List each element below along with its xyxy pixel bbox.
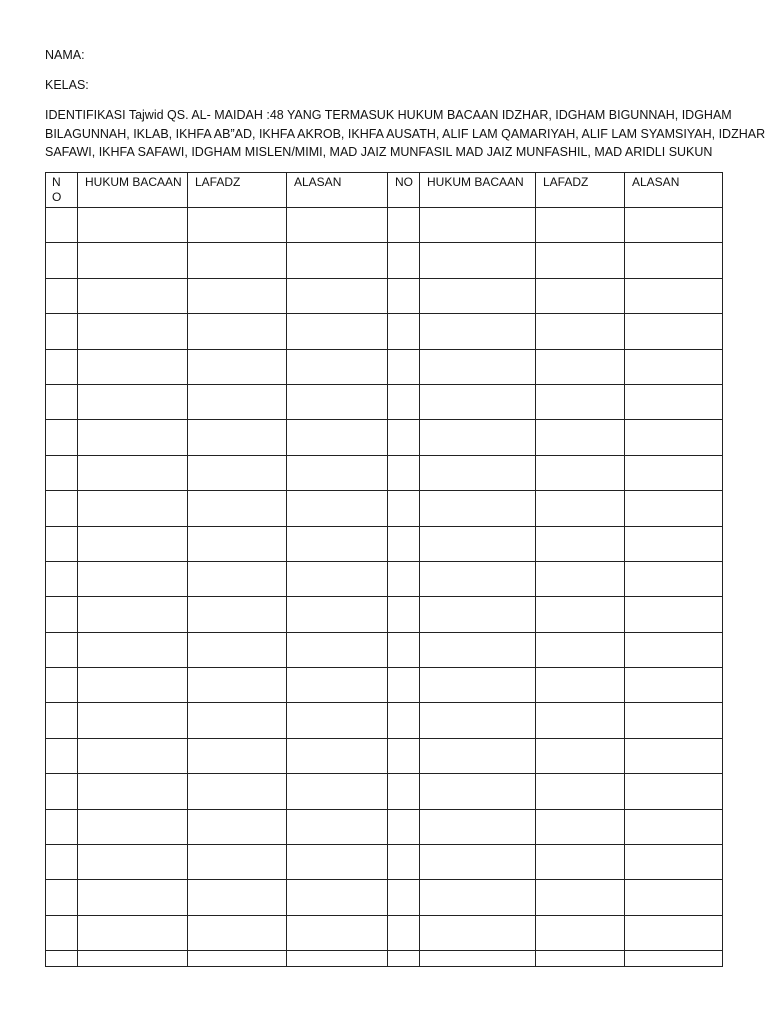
answer-cell-no-left[interactable] — [46, 278, 78, 313]
answer-cell-no-left[interactable] — [46, 809, 78, 844]
answer-cell-alasan-right[interactable] — [625, 951, 723, 967]
answer-cell-alasan-right[interactable] — [625, 491, 723, 526]
answer-cell-alasan-right[interactable] — [625, 314, 723, 349]
answer-cell-no-right[interactable] — [388, 845, 420, 880]
answer-cell-lafadz-left[interactable] — [188, 243, 287, 278]
header-alasan-left — [287, 173, 388, 208]
answer-cell-no-right[interactable] — [388, 632, 420, 667]
answer-cell-lafadz-left[interactable] — [188, 668, 287, 703]
answer-cell-alasan-right[interactable] — [625, 774, 723, 809]
table-row — [46, 915, 723, 950]
header-alasan-right-label: ALASAN — [632, 175, 680, 189]
answer-cell-hukum-bacaan-right[interactable] — [420, 845, 536, 880]
table-row — [46, 455, 723, 490]
answer-cell-hukum-bacaan-right[interactable] — [420, 597, 536, 632]
answer-cell-alasan-right[interactable] — [625, 455, 723, 490]
answer-cell-hukum-bacaan-left[interactable] — [78, 632, 188, 667]
answer-cell-lafadz-right[interactable] — [536, 420, 625, 455]
answer-cell-hukum-bacaan-right[interactable] — [420, 915, 536, 950]
answer-cell-alasan-right[interactable] — [625, 632, 723, 667]
answer-cell-lafadz-right[interactable] — [536, 774, 625, 809]
answer-cell-hukum-bacaan-right[interactable] — [420, 278, 536, 313]
header-no-left-label: NO — [52, 175, 62, 204]
answer-cell-lafadz-right[interactable] — [536, 349, 625, 384]
answer-cell-alasan-right[interactable] — [625, 208, 723, 243]
answer-cell-no-right[interactable] — [388, 880, 420, 915]
table-row — [46, 420, 723, 455]
header-hukum-bacaan-left-label: HUKUM BACAAN — [85, 175, 182, 189]
answer-cell-lafadz-right[interactable] — [536, 951, 625, 967]
answer-cell-lafadz-right[interactable] — [536, 243, 625, 278]
answer-cell-no-left[interactable] — [46, 703, 78, 738]
answer-cell-no-left[interactable] — [46, 915, 78, 950]
answer-cell-no-left[interactable] — [46, 420, 78, 455]
answer-cell-hukum-bacaan-right[interactable] — [420, 703, 536, 738]
table-row — [46, 349, 723, 384]
answer-cell-lafadz-right[interactable] — [536, 208, 625, 243]
header-lafadz-left-label: LAFADZ — [195, 175, 241, 189]
answer-cell-lafadz-left[interactable] — [188, 951, 287, 967]
answer-cell-alasan-left[interactable] — [287, 349, 388, 384]
answer-cell-lafadz-left[interactable] — [188, 526, 287, 561]
answer-cell-no-right[interactable] — [388, 455, 420, 490]
table-row — [46, 243, 723, 278]
answer-cell-no-right[interactable] — [388, 243, 420, 278]
answer-cell-alasan-right[interactable] — [625, 597, 723, 632]
answer-cell-alasan-left[interactable] — [287, 314, 388, 349]
answer-cell-no-right[interactable] — [388, 349, 420, 384]
answer-cell-alasan-right[interactable] — [625, 738, 723, 773]
table-body — [46, 208, 723, 967]
answer-cell-no-right[interactable] — [388, 384, 420, 419]
answer-cell-no-right[interactable] — [388, 526, 420, 561]
answer-cell-hukum-bacaan-right[interactable] — [420, 951, 536, 967]
answer-cell-hukum-bacaan-right[interactable] — [420, 208, 536, 243]
answer-cell-no-left[interactable] — [46, 491, 78, 526]
answer-cell-no-right[interactable] — [388, 278, 420, 313]
instructions-line-2: BILAGUNNAH, IKLAB, IKHFA AB”AD, IKHFA AKROB, IKHFA AUSATH, ALIF LAM QAMARIYAH, ALIF LAM SYAMSIYAH, IDZHAR — [45, 126, 766, 141]
answer-cell-lafadz-left[interactable] — [188, 774, 287, 809]
answer-cell-no-left[interactable] — [46, 738, 78, 773]
answer-cell-lafadz-left[interactable] — [188, 561, 287, 596]
answer-cell-lafadz-right[interactable] — [536, 809, 625, 844]
header-no-right — [388, 173, 420, 208]
answer-cell-alasan-right[interactable] — [625, 384, 723, 419]
answer-cell-hukum-bacaan-left[interactable] — [78, 809, 188, 844]
table-row — [46, 668, 723, 703]
answer-cell-lafadz-right[interactable] — [536, 314, 625, 349]
table-row — [46, 597, 723, 632]
answer-cell-hukum-bacaan-right[interactable] — [420, 561, 536, 596]
answer-cell-lafadz-left[interactable] — [188, 208, 287, 243]
table-row — [46, 951, 723, 967]
table-row — [46, 491, 723, 526]
answer-cell-hukum-bacaan-left[interactable] — [78, 915, 188, 950]
answer-cell-alasan-right[interactable] — [625, 845, 723, 880]
answer-cell-hukum-bacaan-left[interactable] — [78, 243, 188, 278]
kelas-label: KELAS: — [45, 78, 89, 92]
answer-cell-lafadz-left[interactable] — [188, 597, 287, 632]
answer-cell-alasan-left[interactable] — [287, 208, 388, 243]
answer-cell-lafadz-right[interactable] — [536, 455, 625, 490]
answer-cell-alasan-right[interactable] — [625, 703, 723, 738]
answer-cell-alasan-right[interactable] — [625, 809, 723, 844]
answer-cell-lafadz-left[interactable] — [188, 703, 287, 738]
answer-cell-no-right[interactable] — [388, 561, 420, 596]
answer-cell-lafadz-left[interactable] — [188, 349, 287, 384]
answer-cell-alasan-right[interactable] — [625, 349, 723, 384]
answer-cell-lafadz-left[interactable] — [188, 845, 287, 880]
answer-cell-alasan-left[interactable] — [287, 632, 388, 667]
answer-cell-no-left[interactable] — [46, 668, 78, 703]
answer-cell-lafadz-left[interactable] — [188, 491, 287, 526]
answer-cell-alasan-left[interactable] — [287, 561, 388, 596]
answer-cell-lafadz-right[interactable] — [536, 491, 625, 526]
answer-cell-no-left[interactable] — [46, 384, 78, 419]
header-lafadz-right — [536, 173, 625, 208]
answer-cell-alasan-right[interactable] — [625, 526, 723, 561]
header-no-left — [46, 173, 78, 208]
answer-cell-lafadz-right[interactable] — [536, 915, 625, 950]
answer-cell-lafadz-left[interactable] — [188, 314, 287, 349]
answer-cell-hukum-bacaan-right[interactable] — [420, 349, 536, 384]
answer-cell-hukum-bacaan-right[interactable] — [420, 668, 536, 703]
table-row — [46, 774, 723, 809]
answer-cell-lafadz-left[interactable] — [188, 809, 287, 844]
answer-cell-hukum-bacaan-left[interactable] — [78, 668, 188, 703]
answer-cell-hukum-bacaan-left[interactable] — [78, 597, 188, 632]
answer-cell-hukum-bacaan-left[interactable] — [78, 455, 188, 490]
answer-cell-alasan-right[interactable] — [625, 880, 723, 915]
instructions-paragraph — [45, 106, 766, 162]
answer-cell-no-right[interactable] — [388, 491, 420, 526]
answer-cell-lafadz-right[interactable] — [536, 278, 625, 313]
table-row — [46, 526, 723, 561]
answer-cell-no-right[interactable] — [388, 915, 420, 950]
answer-cell-hukum-bacaan-left[interactable] — [78, 526, 188, 561]
table-row — [46, 561, 723, 596]
table-header-row — [46, 173, 723, 208]
answer-table — [45, 172, 723, 967]
instructions-line-1: IDENTIFIKASI Tajwid QS. AL- MAIDAH :48 YANG TERMASUK HUKUM BACAAN IDZHAR, IDGHAM BIGUNNAH, IDGHAM — [45, 108, 732, 122]
answer-cell-hukum-bacaan-left[interactable] — [78, 738, 188, 773]
answer-cell-alasan-right[interactable] — [625, 561, 723, 596]
answer-cell-hukum-bacaan-right[interactable] — [420, 420, 536, 455]
answer-cell-lafadz-right[interactable] — [536, 632, 625, 667]
answer-cell-no-left[interactable] — [46, 208, 78, 243]
answer-cell-alasan-left[interactable] — [287, 774, 388, 809]
answer-cell-lafadz-left[interactable] — [188, 738, 287, 773]
answer-cell-hukum-bacaan-right[interactable] — [420, 243, 536, 278]
table-row — [46, 632, 723, 667]
answer-cell-no-left[interactable] — [46, 880, 78, 915]
answer-cell-lafadz-right[interactable] — [536, 384, 625, 419]
answer-cell-hukum-bacaan-right[interactable] — [420, 632, 536, 667]
answer-cell-alasan-right[interactable] — [625, 668, 723, 703]
answer-cell-no-right[interactable] — [388, 314, 420, 349]
answer-cell-lafadz-right[interactable] — [536, 597, 625, 632]
answer-cell-hukum-bacaan-right[interactable] — [420, 880, 536, 915]
header-no-right-label: NO — [395, 175, 413, 189]
answer-cell-hukum-bacaan-left[interactable] — [78, 420, 188, 455]
answer-cell-alasan-left[interactable] — [287, 915, 388, 950]
answer-cell-lafadz-right[interactable] — [536, 526, 625, 561]
answer-cell-hukum-bacaan-right[interactable] — [420, 774, 536, 809]
answer-cell-alasan-left[interactable] — [287, 455, 388, 490]
answer-cell-no-right[interactable] — [388, 420, 420, 455]
answer-cell-alasan-left[interactable] — [287, 738, 388, 773]
table-row — [46, 880, 723, 915]
answer-cell-alasan-right[interactable] — [625, 420, 723, 455]
table-row — [46, 278, 723, 313]
table-row — [46, 809, 723, 844]
answer-cell-hukum-bacaan-left[interactable] — [78, 880, 188, 915]
answer-cell-no-right[interactable] — [388, 738, 420, 773]
answer-cell-hukum-bacaan-left[interactable] — [78, 384, 188, 419]
answer-cell-alasan-left[interactable] — [287, 243, 388, 278]
answer-cell-alasan-left[interactable] — [287, 668, 388, 703]
answer-cell-no-left[interactable] — [46, 632, 78, 667]
answer-cell-no-right[interactable] — [388, 774, 420, 809]
table-row — [46, 845, 723, 880]
answer-cell-no-right[interactable] — [388, 951, 420, 967]
answer-cell-alasan-left[interactable] — [287, 420, 388, 455]
answer-cell-no-left[interactable] — [46, 314, 78, 349]
answer-cell-hukum-bacaan-left[interactable] — [78, 278, 188, 313]
answer-cell-no-left[interactable] — [46, 349, 78, 384]
answer-cell-hukum-bacaan-right[interactable] — [420, 809, 536, 844]
answer-cell-lafadz-right[interactable] — [536, 703, 625, 738]
answer-cell-alasan-right[interactable] — [625, 278, 723, 313]
answer-cell-no-left[interactable] — [46, 455, 78, 490]
answer-cell-no-right[interactable] — [388, 208, 420, 243]
nama-label: NAMA: — [45, 48, 85, 62]
answer-cell-lafadz-left[interactable] — [188, 455, 287, 490]
answer-cell-alasan-left[interactable] — [287, 597, 388, 632]
instructions-line-3: SAFAWI, IKHFA SAFAWI, IDGHAM MISLEN/MIMI, MAD JAIZ MUNFASIL MAD JAIZ MUNFASHIL, MAD ARIDLI SUKUN — [45, 145, 713, 160]
answer-cell-hukum-bacaan-right[interactable] — [420, 491, 536, 526]
answer-cell-hukum-bacaan-right[interactable] — [420, 526, 536, 561]
answer-cell-lafadz-left[interactable] — [188, 384, 287, 419]
answer-cell-lafadz-left[interactable] — [188, 420, 287, 455]
answer-cell-alasan-left[interactable] — [287, 951, 388, 967]
answer-cell-hukum-bacaan-right[interactable] — [420, 314, 536, 349]
answer-cell-no-right[interactable] — [388, 703, 420, 738]
answer-cell-no-left[interactable] — [46, 845, 78, 880]
header-hukum-bacaan-right-label: HUKUM BACAAN — [427, 175, 524, 189]
header-alasan-left-label: ALASAN — [294, 175, 342, 189]
answer-cell-lafadz-right[interactable] — [536, 845, 625, 880]
answer-cell-lafadz-left[interactable] — [188, 278, 287, 313]
answer-cell-no-left[interactable] — [46, 243, 78, 278]
answer-cell-no-left[interactable] — [46, 774, 78, 809]
answer-cell-lafadz-right[interactable] — [536, 561, 625, 596]
answer-cell-hukum-bacaan-left[interactable] — [78, 845, 188, 880]
answer-cell-lafadz-right[interactable] — [536, 668, 625, 703]
answer-cell-alasan-left[interactable] — [287, 809, 388, 844]
answer-cell-alasan-left[interactable] — [287, 491, 388, 526]
header-alasan-right — [625, 173, 723, 208]
answer-cell-hukum-bacaan-left[interactable] — [78, 951, 188, 967]
table-row — [46, 738, 723, 773]
answer-cell-hukum-bacaan-left[interactable] — [78, 774, 188, 809]
answer-cell-alasan-left[interactable] — [287, 278, 388, 313]
answer-cell-lafadz-right[interactable] — [536, 880, 625, 915]
answer-cell-hukum-bacaan-left[interactable] — [78, 561, 188, 596]
answer-cell-no-left[interactable] — [46, 561, 78, 596]
header-hukum-bacaan-right — [420, 173, 536, 208]
answer-cell-hukum-bacaan-left[interactable] — [78, 703, 188, 738]
answer-cell-hukum-bacaan-right[interactable] — [420, 455, 536, 490]
header-lafadz-left — [188, 173, 287, 208]
answer-cell-alasan-left[interactable] — [287, 845, 388, 880]
answer-cell-alasan-right[interactable] — [625, 243, 723, 278]
answer-cell-no-right[interactable] — [388, 668, 420, 703]
answer-cell-no-right[interactable] — [388, 597, 420, 632]
answer-cell-no-right[interactable] — [388, 809, 420, 844]
answer-cell-alasan-left[interactable] — [287, 703, 388, 738]
answer-cell-lafadz-right[interactable] — [536, 738, 625, 773]
answer-cell-lafadz-left[interactable] — [188, 632, 287, 667]
header-lafadz-right-label: LAFADZ — [543, 175, 589, 189]
table-row — [46, 384, 723, 419]
answer-cell-hukum-bacaan-left[interactable] — [78, 491, 188, 526]
answer-cell-no-left[interactable] — [46, 597, 78, 632]
answer-cell-no-left[interactable] — [46, 526, 78, 561]
header-hukum-bacaan-left — [78, 173, 188, 208]
answer-cell-alasan-left[interactable] — [287, 384, 388, 419]
table-row — [46, 703, 723, 738]
answer-cell-lafadz-left[interactable] — [188, 880, 287, 915]
answer-cell-alasan-left[interactable] — [287, 526, 388, 561]
table-row — [46, 314, 723, 349]
answer-cell-hukum-bacaan-right[interactable] — [420, 738, 536, 773]
answer-cell-hukum-bacaan-right[interactable] — [420, 384, 536, 419]
answer-cell-hukum-bacaan-left[interactable] — [78, 314, 188, 349]
answer-cell-lafadz-left[interactable] — [188, 915, 287, 950]
answer-cell-hukum-bacaan-left[interactable] — [78, 208, 188, 243]
answer-cell-alasan-right[interactable] — [625, 915, 723, 950]
answer-cell-alasan-left[interactable] — [287, 880, 388, 915]
table-row — [46, 208, 723, 243]
answer-cell-hukum-bacaan-left[interactable] — [78, 349, 188, 384]
answer-cell-no-left[interactable] — [46, 951, 78, 967]
